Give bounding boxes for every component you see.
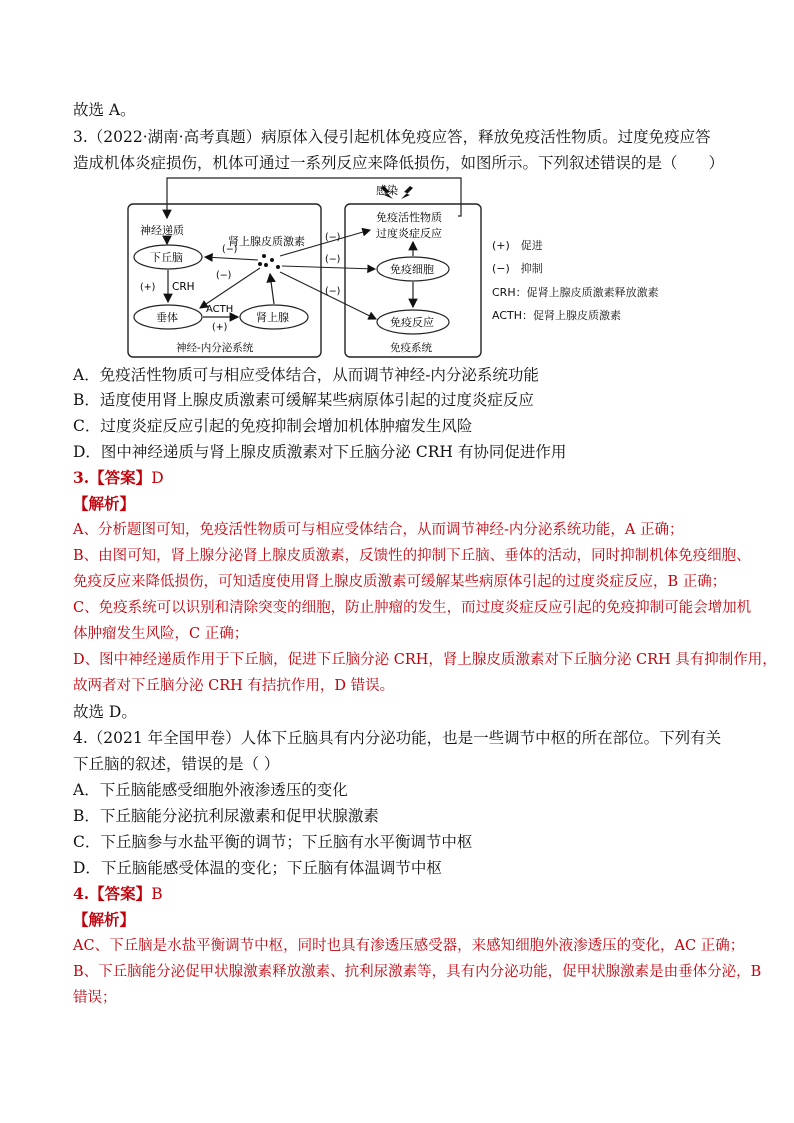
minus-inflammation: (−) (325, 232, 341, 243)
minus-immune-cell: (−) (325, 254, 341, 265)
infection-label: 感染 (376, 184, 398, 197)
answer-value: D (151, 469, 164, 487)
plus-crh: (+) (140, 282, 156, 293)
question-3-option-c: C．过度炎症反应引起的免疫抑制会增加机体肿瘤发生风险 (73, 417, 473, 435)
legend-crh: CRH：促肾上腺皮质激素释放激素 (492, 286, 659, 299)
question-4-stem-line-1: 4.（2021 年全国甲卷）人体下丘脑具有内分泌功能，也是一些调节中枢的所在部位。下列有关 (73, 729, 722, 747)
question-4-analysis-line: AC、下丘脑是水盐平衡调节中枢，同时也具有渗透压感受器，来感知细胞外液渗透压的变化，AC 正确； (73, 938, 745, 954)
question-3-analysis-line: 故两者对下丘脑分泌 CRH 有拮抗作用，D 错误。 (73, 678, 395, 694)
hypothalamus-label: 下丘脑 (150, 251, 183, 264)
question-4-option-a: A．下丘脑能感受细胞外液渗透压的变化 (73, 781, 348, 799)
neuroendocrine-system-label: 神经-内分泌系统 (176, 342, 254, 354)
previous-conclusion: 故选 A。 (73, 101, 136, 119)
minus-immune-response: (−) (325, 286, 341, 297)
immune-cell-label: 免疫细胞 (390, 263, 434, 276)
question-3-analysis-line: B、由图可知，肾上腺分泌肾上腺皮质激素，反馈性的抑制下丘脑、垂体的活动，同时抑制机体免疫细胞、 (73, 548, 751, 564)
question-4-stem-line-2: 下丘脑的叙述，错误的是（ ） (73, 755, 280, 773)
question-3-stem-line-1: 3.（2022·湖南·高考真题）病原体入侵引起机体免疫应答，释放免疫活性物质。过度免疫应答 (73, 128, 711, 146)
immune-system-label: 免疫系统 (390, 342, 432, 354)
minus-hypothalamus: (−) (222, 244, 238, 255)
acth-label: ACTH (206, 304, 234, 315)
immune-substance-label: 免疫活性物质 (376, 211, 442, 224)
question-4-option-b: B．下丘脑能分泌抗利尿激素和促甲状腺激素 (73, 807, 379, 825)
pituitary-label: 垂体 (156, 311, 178, 324)
legend-inhibit: (−) 抑制 (492, 262, 543, 275)
question-3-option-b: B．适度使用肾上腺皮质激素可缓解某些病原体引起的过度炎症反应 (73, 391, 534, 409)
question-3-analysis-line: C、免疫系统可以识别和清除突变的细胞，防止肿瘤的发生，而过度炎症反应引起的免疫抑制可能会增加机 (73, 600, 752, 616)
question-3-analysis-label: 【解析】 (73, 494, 136, 513)
answer-label: 3.【答案】 (73, 468, 152, 487)
question-3-conclusion: 故选 D。 (73, 703, 137, 721)
question-4-analysis-line: B、下丘脑能分泌促甲状腺激素释放激素、抗利尿激素等，具有内分泌功能，促甲状腺激素是由垂体分泌，B (73, 964, 762, 980)
legend-acth: ACTH：促肾上腺皮质激素 (492, 309, 622, 322)
adrenal-label: 肾上腺 (256, 311, 289, 324)
minus-pituitary: (−) (216, 270, 232, 281)
question-4-answer (73, 884, 163, 904)
question-4-option-c: C．下丘脑参与水盐平衡的调节；下丘脑有水平衡调节中枢 (73, 833, 473, 851)
immune-neuroendocrine-diagram (120, 174, 490, 360)
question-3-option-d: D．图中神经递质与肾上腺皮质激素对下丘脑分泌 CRH 有协同促进作用 (73, 443, 567, 461)
inflammation-label: 过度炎症反应 (376, 227, 442, 240)
plus-acth: (+) (212, 322, 228, 333)
question-3-answer (73, 468, 164, 488)
crh-label: CRH (172, 281, 195, 293)
immune-response-label: 免疫反应 (390, 316, 434, 329)
question-3-stem-line-2: 造成机体炎症损伤，机体可通过一系列反应来降低损伤，如图所示。下列叙述错误的是（ ） (73, 154, 725, 172)
question-3-analysis-line: A、分析题图可知，免疫活性物质可与相应受体结合，从而调节神经-内分泌系统功能，A 正确； (73, 522, 684, 538)
question-3-option-a: A．免疫活性物质可与相应受体结合，从而调节神经-内分泌系统功能 (73, 366, 539, 384)
hormone-dots (258, 254, 280, 269)
question-4-analysis-label: 【解析】 (73, 910, 136, 929)
legend-promote: (+) 促进 (492, 239, 543, 252)
question-4-option-d: D．下丘脑能感受体温的变化；下丘脑有体温调节中枢 (73, 859, 442, 877)
answer-value: B (151, 885, 163, 903)
neurotransmitter-label: 神经递质 (140, 224, 184, 237)
question-4-analysis-line: 错误； (73, 990, 117, 1006)
cortical-hormone-label: 肾上腺皮质激素 (228, 235, 305, 248)
question-3-analysis-line: 免疫反应来降低损伤，可知适度使用肾上腺皮质激素可缓解某些病原体引起的过度炎症反应，B 正确； (73, 574, 727, 590)
answer-label: 4.【答案】 (73, 884, 152, 903)
question-3-analysis-line: D、图中神经递质作用于下丘脑，促进下丘脑分泌 CRH，肾上腺皮质激素对下丘脑分泌 CRH 具有抑制作用， (73, 652, 777, 668)
question-3-analysis-line: 体肿瘤发生风险，C 正确； (73, 626, 249, 642)
